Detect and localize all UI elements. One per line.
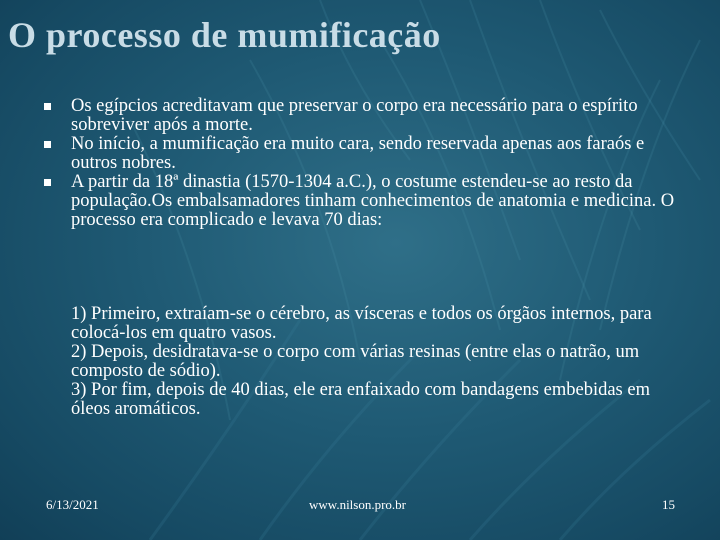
process-step: 1) Primeiro, extraíam-se o cérebro, as vísceras e todos os órgãos internos, para colocá-los em quatro vasos. (71, 304, 652, 343)
bullet-item (44, 97, 694, 135)
bullet-list (44, 97, 694, 230)
process-step: 2) Depois, desidratava-se o corpo com várias resinas (entre elas o natrão, um composto de sódio). (71, 342, 640, 381)
square-bullet-icon (44, 179, 51, 186)
square-bullet-icon (44, 103, 51, 110)
process-steps (71, 305, 691, 419)
bullet-text: No início, a mumificação era muito cara, sendo reservada apenas aos faraós e outros nobres. (71, 134, 645, 173)
bullet-text: Os egípcios acreditavam que preservar o corpo era necessário para o espírito sobreviver após a morte. (71, 96, 638, 135)
square-bullet-icon (44, 141, 51, 148)
slide-title: O processo de mumificação (8, 15, 441, 55)
bullet-item (44, 173, 694, 230)
footer-date: 6/13/2021 (46, 497, 99, 512)
footer-url: www.nilson.pro.br (309, 497, 407, 512)
bullet-item (44, 135, 694, 173)
footer-page-number: 15 (662, 497, 675, 512)
process-step: 3) Por fim, depois de 40 dias, ele era enfaixado com bandagens embebidas em óleos aromáticos. (71, 380, 650, 419)
bullet-text: A partir da 18ª dinastia (1570-1304 a.C.), o costume estendeu-se ao resto da população.Os embalsamadores tinham conhecimentos de anatomia e medicina. O processo era complicado e levava 70 dias: (71, 172, 675, 230)
